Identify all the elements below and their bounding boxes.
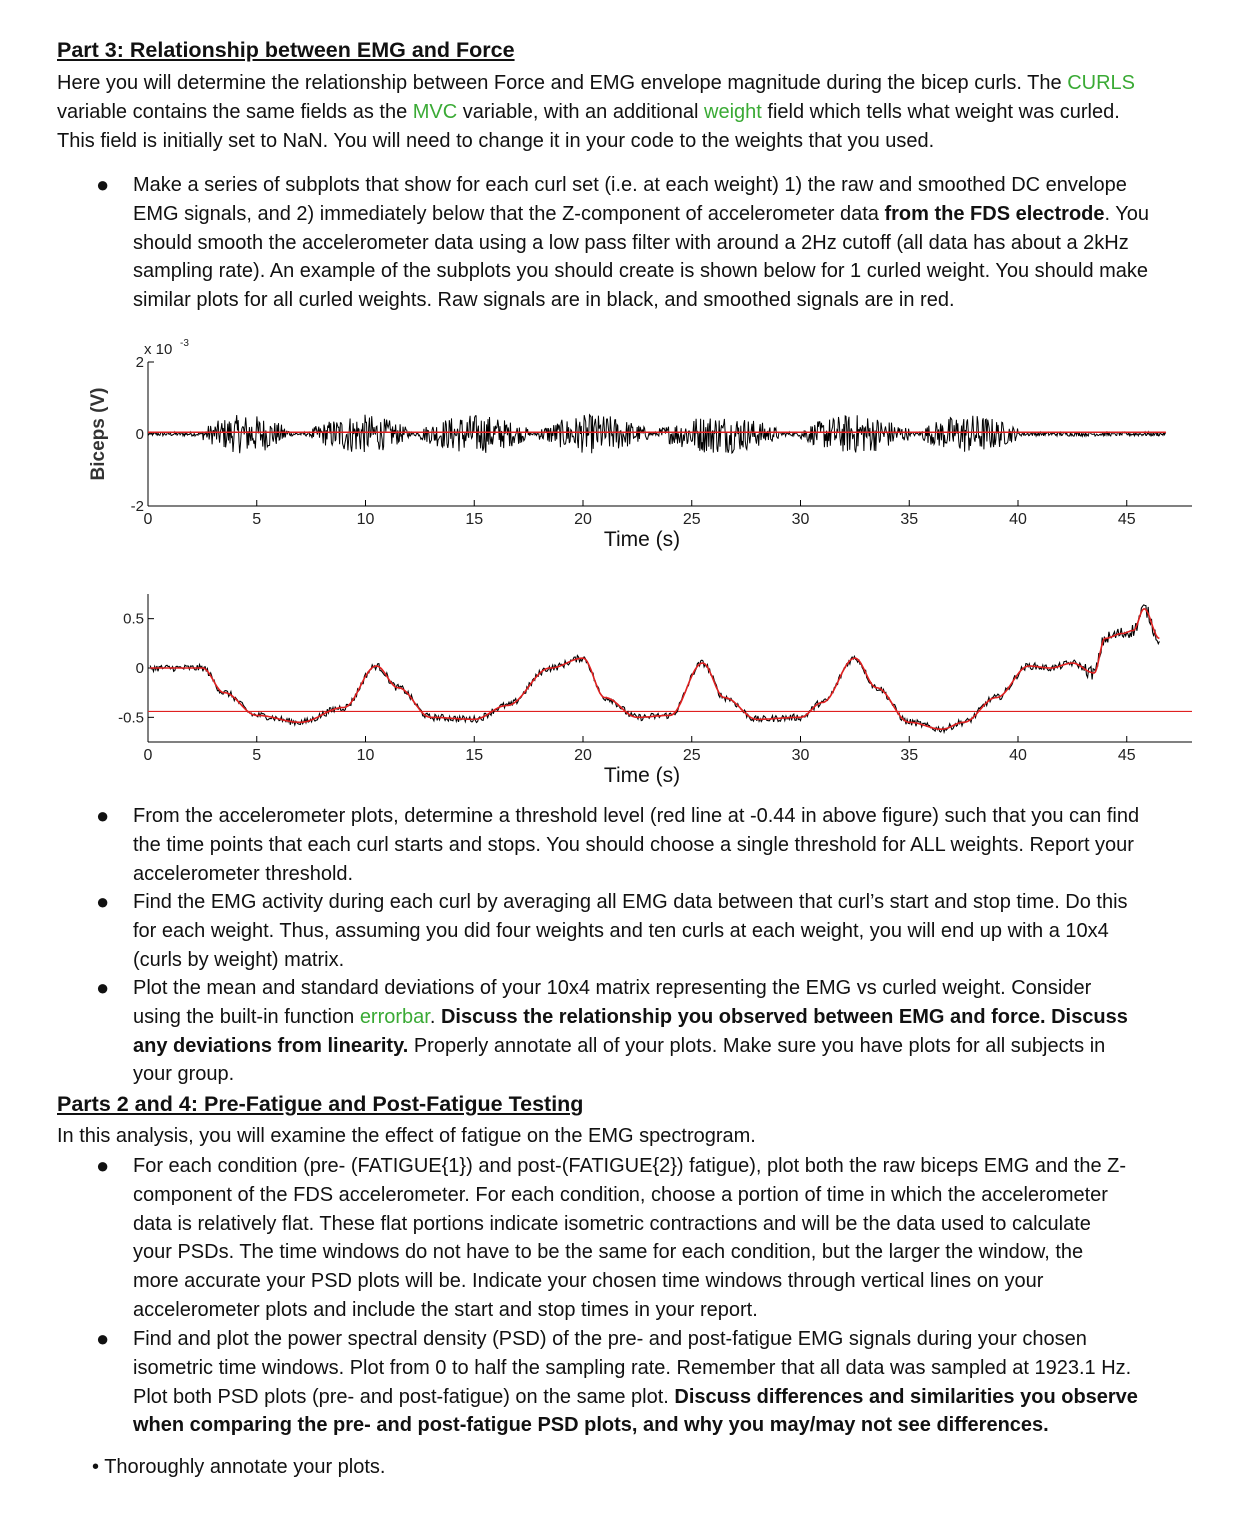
weight-field: weight: [704, 100, 762, 123]
mvc-variable: MVC: [412, 100, 458, 123]
x-tick-label: 0: [143, 747, 153, 764]
errorbar-function: errorbar: [359, 1005, 430, 1028]
annotate-note: • Thoroughly annotate your plots.: [92, 1456, 386, 1478]
bullet-icon: ●: [96, 889, 110, 914]
bullet-icon: ●: [96, 803, 110, 828]
x-tick-label: 20: [574, 511, 592, 528]
bullet-icon: ●: [96, 975, 110, 1000]
x-tick-label: 30: [791, 511, 810, 528]
y-tick-label: -0.5: [118, 709, 144, 727]
part24-intro: In this analysis, you will examine the effect of fatigue on the EMG spectrogram.: [57, 1125, 756, 1147]
part3-heading: Part 3: Relationship between EMG and Force: [57, 38, 515, 62]
part24-heading: Parts 2 and 4: Pre-Fatigue and Post-Fatigue Testing: [57, 1092, 584, 1116]
x-tick-label: 45: [1117, 747, 1136, 764]
y-tick-label: 0: [135, 426, 144, 443]
x-tick-label: 5: [252, 511, 262, 528]
document-page: Part 3: Relationship between EMG and Force Here you will determine the relationship between Force and EMG envelope magnitude during the bicep curls. The CURLS variable contains the same fields as the MVC variable, with an additional weight field which tells what weight was curled. This field is initially set to NaN. You will need to change it in your code to the weights that you used. ● Make a series of subplots that show for each curl set (i.e. at each weight) 1) the raw and smoothed DC envelope EMG signals, and 2) immediately below that the Z-component of accelerometer data from the FDS electrode. You should smooth the accelerometer data using a low pass filter with around a 2Hz cutoff (all data has about a 2kHz sampling rate). An example of the subplots you should create is shown below for 1 curled weight. You should make similar plots for all curled weights. Raw signals are in black, and smoothed signals are in red. 0 5 10 15 20 25 30 35 40 45 2 0 -2 Time (s) x 10 -3 Biceps (V) 0 5 10 15 20 25 30 35 40 45 0.5 0 -0.5 Time (s) ● From the accelerometer plots, determine a threshold level (red line at -0.44 in above figure) such that you can find the time points that each curl starts and stops. You should choose a single threshold for ALL weights. Report your accelerometer threshold. ● Find the EMG activity during each curl by averaging all EMG data between that curl’s start and stop time. Do this for each weight. Thus, assuming you did four weights and ten curls at each weight, you will end up with a 10x4 (curls by weight) matrix. ● Plot the mean and standard deviations of your 10x4 matrix representing the EMG vs curled weight. Consider using the built-in function errorbar. Discuss the relationship you observed between EMG and force. Discuss any deviations from linearity. Properly annotate all of your plots. Make sure you have plots for all subjects in your group. Parts 2 and 4: Pre-Fatigue and Post-Fatigue Testing In this analysis, you will examine the effect of fatigue on the EMG spectrogram. ● For each condition (pre- (FATIGUE{1}) and post-(FATIGUE{2}) fatigue), plot both the raw biceps EMG and the Z- component of the FDS accelerometer. For each condition, choose a portion of time in which the accelerometer data is relatively flat. These flat portions indicate isometric contractions and will be the data used to calculate your PSDs. The time windows do not have to be the same for each condition, but the larger the window, the more accurate your PSD plots will be. Indicate your chosen time windows through vertical lines on your accelerometer plots and include the start and stop times in your report. ● Find and plot the power spectral density (PSD) of the pre- and post-fatigue EMG signals during your chosen isometric time windows. Plot from 0 to half the sampling rate. Remember that all data was sampled at 1923.1 Hz. Plot both PSD plots (pre- and post-fatigue) on the same plot. Discuss differences and similarities you observe when comparing the pre- and post-fatigue PSD plots, and why you may/may not see differences. • Thoroughly annotate your plots.: [0, 0, 1248, 1534]
x-tick-label: 20: [574, 747, 592, 764]
bullet-icon: ●: [96, 172, 110, 197]
raw-emg-line: [148, 415, 1166, 454]
x-tick-label: 40: [1009, 747, 1027, 764]
x-axis-label: Time (s): [603, 764, 681, 787]
y-tick-label: 0: [135, 660, 144, 677]
x-tick-label: 5: [252, 747, 262, 764]
x-tick-label: 15: [465, 747, 484, 764]
y-tick-label: 2: [135, 354, 144, 371]
bullet-icon: ●: [96, 1153, 110, 1178]
part3-intro: Here you will determine the relationship between Force and EMG envelope magnitude during the bicep curls. The CURLS variable contains the same fields as the MVC variable, with an additional weight field which tells what weight was curled. This field is initially set to NaN. You will need to change it in your code to the weights that you used.: [57, 72, 1135, 152]
x-tick-label: 30: [791, 747, 810, 764]
x-tick-label: 25: [682, 511, 701, 528]
x-tick-label: 35: [900, 511, 919, 528]
x-tick-label: 40: [1009, 511, 1027, 528]
x-tick-label: 25: [682, 747, 701, 764]
x-tick-label: 10: [356, 511, 375, 528]
x-axis-label: Time (s): [603, 528, 681, 551]
y-tick-label: -2: [130, 498, 144, 515]
x-tick-label: 35: [900, 747, 919, 764]
bullet-icon: ●: [96, 1326, 110, 1351]
y-tick-label: 0.5: [123, 610, 144, 628]
emg-chart: [80, 330, 1200, 570]
x-tick-label: 0: [143, 511, 153, 528]
exponent-label: x 10: [144, 341, 173, 358]
accelerometer-chart: [80, 590, 1200, 800]
curls-variable: CURLS: [1067, 72, 1135, 94]
exponent-power: -3: [180, 338, 189, 349]
x-tick-label: 10: [356, 747, 375, 764]
y-axis-label: Biceps (V): [88, 387, 109, 481]
raw-accel-line: [150, 605, 1159, 732]
x-tick-label: 15: [465, 511, 484, 528]
x-tick-label: 45: [1117, 511, 1136, 528]
